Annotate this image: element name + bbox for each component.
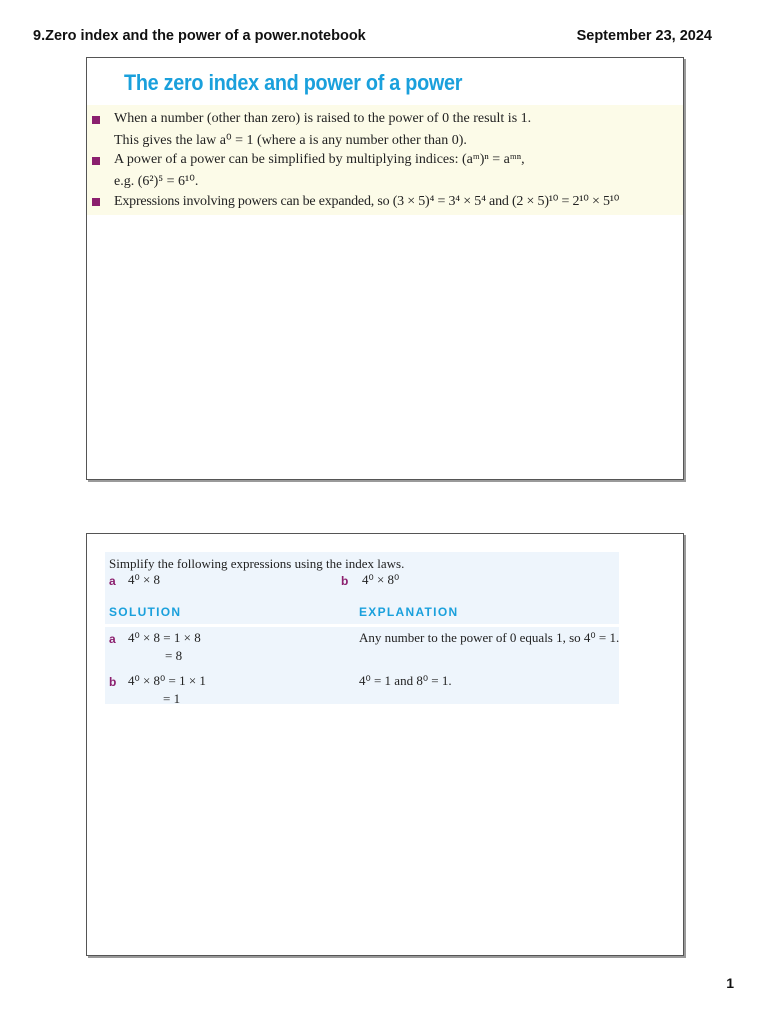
bullet-2-line-1: A power of a power can be simplified by multiplying indices: (aᵐ)ⁿ = aᵐⁿ, (114, 152, 525, 167)
solution-b-line-2: = 1 (163, 691, 181, 706)
page-number: 1 (726, 975, 734, 991)
part-a-expression: 4⁰ × 8 (128, 572, 161, 587)
notebook-date: September 23, 2024 (576, 28, 712, 44)
part-b-label: b (341, 574, 349, 588)
slide-zero-index (86, 57, 684, 480)
bullet-3-line-1: Expressions involving powers can be expanded, so (3 × 5)⁴ = 3⁴ × 5⁴ and (2 × 5)¹⁰ = 2¹⁰ × 5¹⁰ (114, 194, 620, 209)
question-text: Simplify the following expressions using the index laws. (109, 556, 405, 571)
bullet-square-icon (92, 198, 100, 206)
bullet-square-icon (92, 157, 100, 165)
explanation-a: Any number to the power of 0 equals 1, so 4⁰ = 1. (359, 630, 620, 645)
solution-heading: SOLUTION (109, 605, 182, 619)
solution-a-line-2: = 8 (165, 648, 183, 663)
explanation-b: 4⁰ = 1 and 8⁰ = 1. (359, 673, 452, 688)
solution-b-line-1: 4⁰ × 8⁰ = 1 × 1 (128, 673, 206, 688)
slide-title: The zero index and power of a power (124, 70, 463, 95)
worked-example-box (105, 552, 619, 704)
bullet-square-icon (92, 116, 100, 124)
part-a-label: a (109, 574, 116, 588)
part-b-expression: 4⁰ × 8⁰ (362, 572, 400, 587)
explanation-heading: EXPLANATION (359, 605, 459, 619)
bullet-1-line-1: When a number (other than zero) is raised to the power of 0 the result is 1. (114, 111, 532, 126)
solution-b-label: b (109, 675, 117, 689)
bullet-2-line-2: e.g. (6²)⁵ = 6¹⁰. (114, 174, 199, 189)
notebook-title: 9.Zero index and the power of a power.notebook (33, 28, 366, 44)
solution-a-label: a (109, 632, 116, 646)
slide-worked-example (86, 533, 684, 956)
key-ideas-box (87, 105, 683, 215)
bullet-1-line-2: This gives the law a⁰ = 1 (where a is any number other than 0). (114, 133, 467, 148)
section-divider (105, 624, 619, 627)
solution-a-line-1: 4⁰ × 8 = 1 × 8 (128, 630, 201, 645)
